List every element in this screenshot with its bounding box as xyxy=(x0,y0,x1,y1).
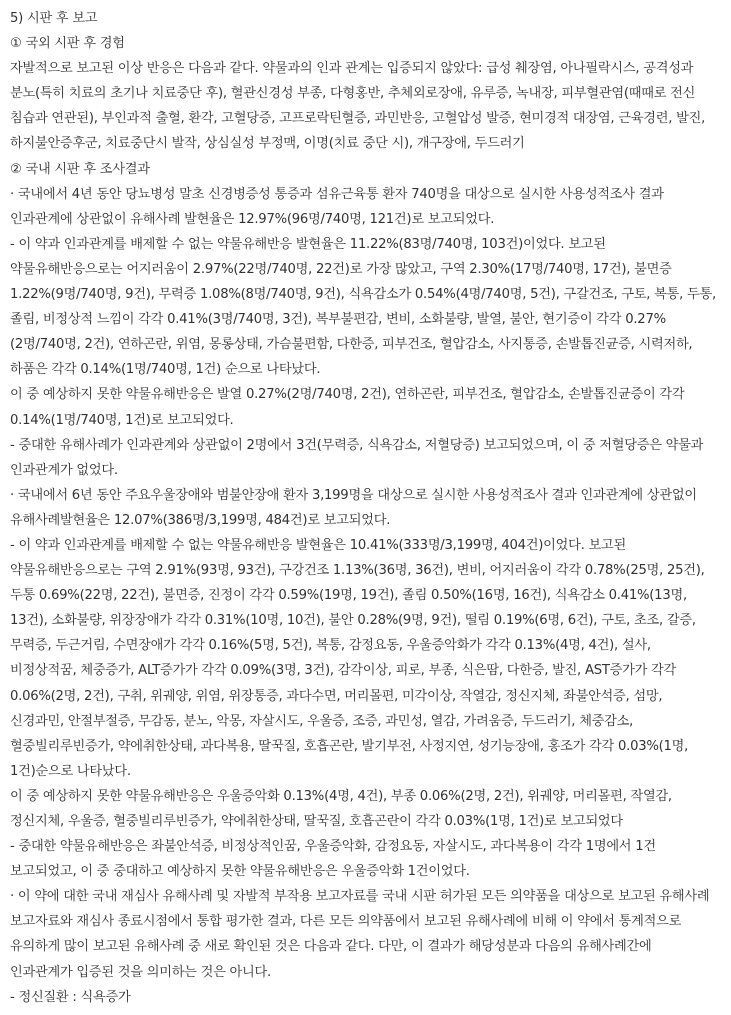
subsection-heading-domestic: ② 국내 시판 후 조사결과 xyxy=(10,161,150,177)
overseas-adverse-reactions-text: 자발적으로 보고된 이상 반응은 다음과 같다. 약물과의 인과 관계는 입증되지 않았다: 급성 췌장염, 아나필락시스, 공격성과 분노(특히 치료의 초기나 치료중단 후), 혈관신경성 부종, 다형홍반, 추체외로장애, 유루증, 녹내장, 피부혈관염(때때로 전신 침습과 연관된), 부인과적 출혈, 환각, 고혈당증, 고프로락틴혈증, 과민반응, 고혈압성 발증, 현미경적 대장염, 근육경련, 발진, 하지불안증후군, 치료중단시 발작, 상심실성 부정맥, 이명(치료 중단 시), 개구장애, 두드러기 xyxy=(10,61,706,152)
domestic-study-2-summary: · 국내에서 6년 동안 주요우울장애와 범불안장애 환자 3,199명을 대상으로 실시한 사용성적조사 결과 인과관계에 상관없이 유해사례발현율은 12.07%(386명/3,199명, 484건)로 보고되었다. xyxy=(10,487,697,528)
psychiatric-disorders-item: - 정신질환 : 식욕증가 xyxy=(10,989,131,1005)
document-body xyxy=(10,6,716,1010)
domestic-study-1-unexpected-adr: 이 중 예상하지 못한 약물유해반응은 발열 0.27%(2명/740명, 2건), 연하곤란, 피부건조, 혈압감소, 손발톱진균증이 각각 0.14%(1명/740명, 1건)로 보고되었다. xyxy=(10,387,685,428)
integrated-evaluation-text: · 이 약에 대한 국내 재심사 유해사례 및 자발적 부작용 보고자료를 국내 시판 허가된 모든 의약품을 대상으로 보고된 유해사례 보고자료와 재심사 종료시점에서 통합 평가한 결과, 다른 모든 의약품에서 보고된 유해사례에 비해 이 약에서 통계적으로 유의하게 많이 보고된 유해사례 중 새로 확인된 것은 다음과 같다. 다만, 이 결과가 해당성분과 다음의 유해사례간에 인과관계가 입증된 것을 의미하는 것은 아니다. xyxy=(10,889,710,980)
subsection-heading-overseas: ① 국외 시판 후 경험 xyxy=(10,36,125,52)
section-heading: 5) 시판 후 보고 xyxy=(10,11,98,26)
domestic-study-2-serious-adr: - 중대한 약물유해반응은 좌불안석증, 비정상적인꿈, 우울증악화, 감정요동, 자살시도, 과다복용이 각각 1명에서 1건 보고되었고, 이 중 중대하고 예상하지 못한 약물유해반응은 우울증악화 1건이었다. xyxy=(10,839,656,880)
domestic-study-1-adr-details: - 이 약과 인과관계를 배제할 수 없는 약물유해반응 발현율은 11.22%(83명/740명, 103건)이었다. 보고된 약물유해반응으로는 어지러움이 2.97%(22명/740명, 22건)로 가장 많았고, 구역 2.30%(17명/740명, 17건), 불면증 1.22%(9명/740명, 9건), 무력증 1.08%(8명/740명, 9건), 식욕감소가 0.54%(4명/740명, 5건), 구갈건조, 구토, 복통, 두통, 졸림, 비정상적 느낌이 각각 0.41%(3명/740명, 3건), 복부불편감, 변비, 소화불량, 발열, 불안, 현기증이 각각 0.27%(2명/740명, 2건), 연하곤란, 위염, 몽롱상태, 가슴불편함, 다한증, 피부건조, 혈압감소, 사지통증, 손발톱진균증, 시력저하, 하품은 각각 0.14%(1명/740명, 1건) 순으로 나타났다. xyxy=(10,236,716,378)
domestic-study-1-summary: · 국내에서 4년 동안 당뇨병성 말초 신경병증성 통증과 섬유근육통 환자 740명을 대상으로 실시한 사용성적조사 결과 인과관계에 상관없이 유해사례 발현율은 12.97%(96명/740명, 121건)로 보고되었다. xyxy=(10,186,664,227)
domestic-study-2-adr-details: - 이 약과 인과관계를 배제할 수 없는 약물유해반응 발현율은 10.41%(333명/3,199명, 404건)이었다. 보고된 약물유해반응으로는 구역 2.91%(93명, 93건), 구강건조 1.13%(36명, 36건), 변비, 어지러움이 각각 0.78%(25명, 25건), 두통 0.69%(22명, 22건), 불면증, 진정이 각각 0.59%(19명, 19건), 졸림 0.50%(16명, 16건), 식욕감소 0.41%(13명, 13건), 소화불량, 위장장애가 각각 0.31%(10명, 10건), 불안 0.28%(9명, 9건), 떨림 0.19%(6명, 6건), 구토, 초조, 갈증, 무력증, 두근거림, 수면장애가 각각 0.16%(5명, 5건), 복통, 감정요동, 우울증악화가 각각 0.13%(4명, 4건), 설사, 비정상적꿈, 체중증가, ALT증가가 각각 0.09%(3명, 3건), 감각이상, 피로, 부종, 식은땀, 다한증, 발진, AST증가가 각각 0.06%(2명, 2건), 구취, 위궤양, 위염, 위장통증, 과다수면, 머리몰편, 미각이상, 작열감, 정신지체, 좌불안석증, 섬망, 신경과민, 안절부절증, 무감동, 분노, 악몽, 자살시도, 우울증, 조증, 과민성, 열감, 가려움증, 두드러기, 체중감소, 혈중빌리루빈증가, 약에취한상태, 과다복용, 딸꾹질, 호흡곤란, 발기부전, 사정지연, 성기능장애, 홍조가 각각 0.03%(1명, 1건)순으로 나타났다. xyxy=(10,537,705,779)
domestic-study-1-serious-events: - 중대한 유해사례가 인과관계와 상관없이 2명에서 3건(무력증, 식욕감소, 저혈당증) 보고되었으며, 이 중 저혈당증은 약물과 인과관계가 없었다. xyxy=(10,437,704,478)
domestic-study-2-unexpected-adr: 이 중 예상하지 못한 약물유해반응은 우울증악화 0.13%(4명, 4건), 부종 0.06%(2명, 2건), 위궤양, 머리몰편, 작열감, 정신지체, 우울증, 혈중빌리루빈증가, 약에취한상태, 딸꾹질, 호흡곤란이 각각 0.03%(1명, 1건)로 보고되었다 xyxy=(10,788,672,829)
